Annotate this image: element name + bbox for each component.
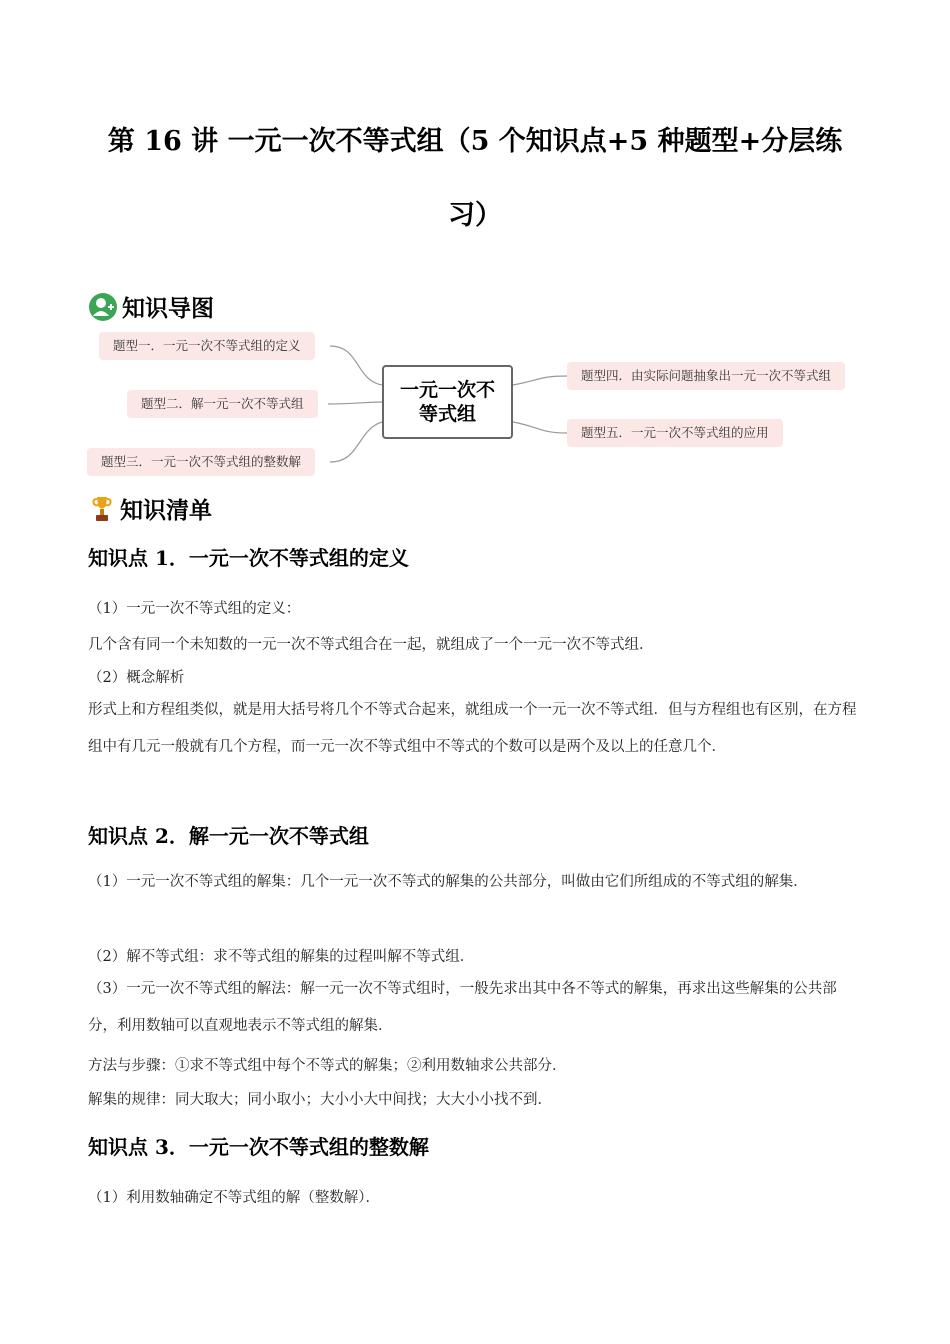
kp1-line-2: 几个含有同一个未知数的一元一次不等式组合在一起，就组成了一个一元一次不等式组． — [88, 637, 654, 653]
topic-4: 题型四．由实际问题抽象出一元一次不等式组 — [567, 362, 845, 390]
topic-1: 题型一．一元一次不等式组的定义 — [99, 332, 315, 360]
kp1-line-1: （1）一元一次不等式组的定义： — [88, 601, 301, 617]
document-title-line2: 习） — [448, 200, 502, 231]
topic-3: 题型三．一元一次不等式组的整数解 — [87, 448, 315, 476]
kp2-title: 知识点 2．解一元一次不等式组 — [88, 824, 369, 848]
kp2-line-5: 解集的规律：同大取大；同小取小；大小小大中间找；大大小小找不到． — [88, 1092, 552, 1108]
kp2-paragraph-1: （1）一元一次不等式组的解集：几个一元一次不等式的解集的公共部分，叫做由它们所组成的不等式组的解集． — [88, 874, 808, 890]
kp2-line-2: （2）解不等式组：求不等式组的解集的过程叫解不等式组． — [88, 949, 475, 965]
document-title-line1: 第 16 讲 一元一次不等式组（5 个知识点+5 种题型+分层练 — [107, 126, 843, 157]
user-add-icon — [88, 292, 118, 322]
mind-map-center: 一元一次不等式组 — [382, 365, 513, 439]
kp1-paragraph: 形式上和方程组类似，就是用大括号将几个不等式合起来，就组成一个一元一次不等式组．但与方程组也有区别，在方程组中有几元一般就有几个方程，而一元一次不等式组中不等式的个数可以是两个及以上的任意几个． — [88, 702, 857, 755]
kp1-title: 知识点 1．一元一次不等式组的定义 — [88, 546, 409, 570]
kp2-line-4: 方法与步骤：①求不等式组中每个不等式的解集；②利用数轴求公共部分． — [88, 1058, 567, 1074]
topic-2: 题型二．解一元一次不等式组 — [127, 390, 318, 418]
kp3-title: 知识点 3．一元一次不等式组的整数解 — [88, 1135, 429, 1159]
mind-map — [85, 330, 870, 480]
kp2-paragraph-3: （3）一元一次不等式组的解法：解一元一次不等式组时，一般先求出其中各不等式的解集，再求出这些解集的公共部分，利用数轴可以直观地表示不等式组的解集． — [88, 981, 837, 1034]
trophy-icon — [88, 494, 116, 524]
topic-5: 题型五．一元一次不等式组的应用 — [567, 419, 783, 447]
knowledge-list-heading-text: 知识清单 — [120, 497, 212, 524]
mind-map-heading-text: 知识导图 — [122, 295, 214, 322]
kp3-line-1: （1）利用数轴确定不等式组的解（整数解）． — [88, 1190, 380, 1206]
mind-map-heading — [88, 290, 214, 323]
kp1-line-3: （2）概念解析 — [88, 670, 185, 686]
knowledge-list-heading — [88, 492, 212, 525]
